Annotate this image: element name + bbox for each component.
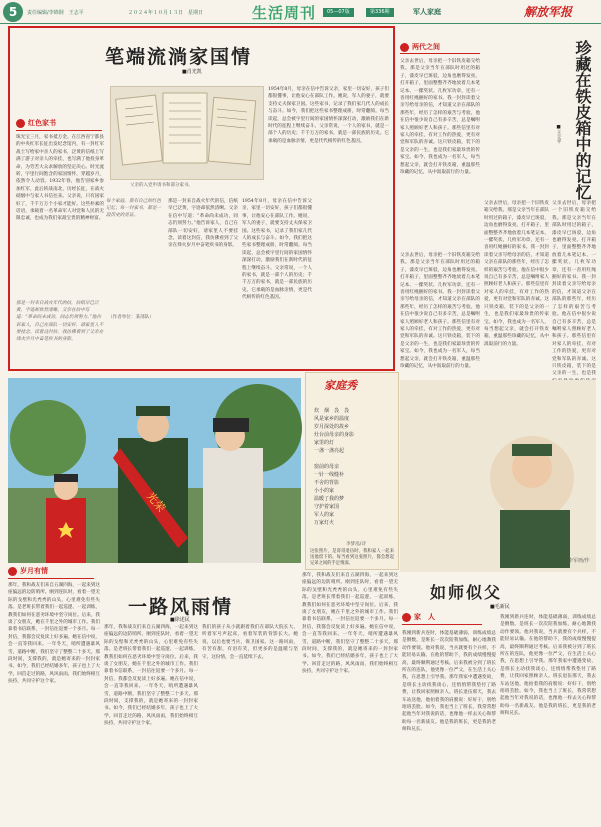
article3-body-col4: 那年，我和战友们来自五湖四海，一起来到这座偏远的边防哨所。刚到连队时，看着一望无际的戈壁和光秃秃的山头，心里难免有些失落。是老班长带着我们一起巡逻、一起训练，教我们如何在恶劣环境中坚守岗位。后来，我谈了女朋友，她在千里之外的城市工作。我们靠着书信联系，一封信往返要一个多月。每一封信，我都会反复读上好多遍。她在信中说，会一直等我回来。一年冬天，哨所遭遇暴风雪，道路中断，我们坚守了整整二十多天。那段时间，支撑我的，就是她寄来的一封封家书。如今，我们已经结婚多年，孩子也上了大学。回首走过的路，风风雨雨，我们始终相互扶持，共同守护这个家。 <box>302 573 398 675</box>
portrait-illustration <box>400 380 596 572</box>
poem-line: 家里的灯 <box>314 440 335 446</box>
column-name: 军人家庭 <box>413 8 441 16</box>
poem-line: 温暖了我的梦 <box>314 496 345 502</box>
article3-body-col1: 那年，我和战友们来自五湖四海，一起来到这座偏远的边防哨所。刚到连队时，看着一望无际的戈壁和光秃秃的山头，心里难免有些失落。是老班长带着我们一起巡逻、一起训练，教我们如何在恶劣环境中坚守岗位。后来，我谈了女朋友，她在千里之外的城市工作。我们靠着书信联系，一封信往返要一个多月。每一封信，我都会反复读上好多遍。她在信中说，会一直等我回来。一年冬天，哨所遭遇暴风雪，道路中断，我们坚守了整整二十多天。那段时间，支撑我的，就是她寄来的一封封家书。如今，我们已经结婚多年，孩子也上了大学。回首走过的路，风风雨雨，我们始终相互扶持，共同守护这个家。 <box>8 583 100 685</box>
article-body-col3: 那是一封来自战火年代的信，信纸早已泛黄，字迹却依然清晰。父亲在信中写道：“革命尚未成功，同志仍须努力。”他告诉家人，自己在部队一切安好，请家里人不要挂念。读着这封信，我仿佛看到了父亲在烽火岁月中奋笔疾书的身影。 <box>168 199 238 249</box>
poem-line: 万家灯火 <box>314 520 335 526</box>
article4-body-col2: 我刚到新兵连时，体能基础薄弱，训练成绩总是倒数。是班长一次次陪我加练，耐心地教我动作要领。他对我说，当兵就要有个兵样，不能轻易认输。在他的帮助下，我的成绩慢慢提高，最终顺利通过考核。后来我被分到了班长所在的连队，他更像一位严父，在生活上关心我，在思想上引导我。那年我家中遭遇变故，是班长主动找我谈心，还悄悄帮我垫付了路费，让我回家照顾亲人。班长退伍那天，我去车站送他，他拍着我的肩膀说：好好干，别给咱班丢脸。如今，我也当上了班长，我常常想起他当年对我说的话，也像他一样去关心和帮助每一名新战友。他是我的班长，更是我的老师和兄长。 <box>500 615 596 717</box>
author-signature: （作者单位：某部队） <box>108 315 154 320</box>
article-body-col1: 珠光宝三月，家书抵万金。在江西省宁都县的中央红军长征出发纪念馆内，有一封红军战士写给家中亲人的家书，泛黄的信纸上写满了游子对亲人的牵挂，也写满了他投身革命、为劳苦大众求解放的坚定决心。时光流转，字里行间饱含的家国情怀，穿越岁月，依然令人动容。1932年春，他告别家乡参加红军，此后转战南北，历经长征，在战火硝烟中与家人书信往来。父亲说，只有国家好了，千千万万个小家才能好。这些朴素的话语，承载着一名革命军人对党和人民的无限忠诚，也成为我们家最宝贵的精神财富。 <box>16 135 104 222</box>
portrait-svg <box>400 380 596 572</box>
issue-date: ２０２４年１０月１３日 星期日 <box>128 10 204 16</box>
kicker-rule <box>8 578 94 579</box>
article4-body-col1: 我刚到新兵连时，体能基础薄弱，训练成绩总是倒数。是班长一次次陪我加练，耐心地教我动作要领。他对我说，当兵就要有个兵样，不能轻易认输。在他的帮助下，我的成绩慢慢提高，最终顺利通过考核。后来我被分到了班长所在的连队，他更像一位严父，在生活上关心我，在思想上引导我。那年我家中遭遇变故，是班长主动找我谈心，还悄悄帮我垫付了路费，让我回家照顾亲人。班长退伍那天，我去车站送他，他拍着我的肩膀说：好好干，别给咱班丢脸。如今，我也当上了班长，我常常想起他当年对我说的话，也像他一样去关心和帮助每一名新战友。他是我的班长，更是我的老师和兄长。 <box>402 631 496 733</box>
sidebar-quote: 每个家庭，都有自己的红色记忆；每一封家书，都是一段历史的见证。 <box>106 199 162 219</box>
letters-photo <box>110 86 264 180</box>
editors-line: 责任编辑/李锦钢 王志平 <box>27 10 84 16</box>
poem-line <box>314 455 392 463</box>
article2-body-col3: 父亲去世后，母亲把一个旧铁皮箱交给我。那是父亲当年在部队时用过的箱子，漆皮早已斑驳，边角也磨得发亮。打开箱子，里面整整齐齐地放着几本笔记本、一摞奖状、几枚军功章，还有一沓用红绳捆好的家书。我一封封读着父亲写给母亲的信，才知道父亲在部队的那些年，经历了怎样的艰苦与考验。他在信中很少说自己有多辛苦，总是嘱咐家人照顾好老人和孩子。那些信里有对家人的牵挂，有对工作的热爱，更有对党和军队的赤诚。这只铁皮箱，装下的是父亲的一生，也是我们家最珍贵的传家宝。如今，我也成为一名军人，每当想起父亲，就会打开铁皮箱，重温那些珍藏的记忆，从中汲取前行的力量。 <box>484 201 549 347</box>
poem-line: 小小的家 <box>314 488 335 494</box>
column-kicker <box>16 118 56 128</box>
article2-byline: ■王立平 <box>556 125 561 144</box>
kicker-rule <box>16 130 102 131</box>
poem-line: 炊 烟 袅 袅 <box>314 408 350 414</box>
kicker-rule <box>400 53 480 54</box>
article2-kicker <box>400 42 440 52</box>
poem-line: 风是家乡的温度 <box>314 416 350 422</box>
photo-caption: 这张照片，是哥哥退伍时，我和家人一起来送他留下的。每当看到这张照片，都会想起兄弟之间的手足情深。 <box>310 549 394 566</box>
photo-caption: 父亲的入党申请书和部分家书。 <box>130 183 193 188</box>
family-photo <box>8 378 301 563</box>
article-body-italic: 那是一封来自战火年代的信，信纸早已泛黄，字迹却依然清晰。父亲在信中写道：“革命尚未成功，同志仍须努力。”他告诉家人，自己在部队一切安好，请家里人不要挂念。读着这封信，我仿佛看到了父亲在烽火岁月中奋笔疾书的身影。 <box>16 301 104 343</box>
poem-body <box>314 407 392 527</box>
article-title: 笔端流淌家国情 <box>105 46 253 68</box>
section-title: 生活周刊 <box>252 4 317 22</box>
article3-title: 一路风雨情 <box>128 596 234 618</box>
article2-body-col1: 父亲去世后，母亲把一个旧铁皮箱交给我。那是父亲当年在部队时用过的箱子，漆皮早已斑驳，边角也磨得发亮。打开箱子，里面整整齐齐地放着几本笔记本、一摞奖状、几枚军功章，还有一沓用红绳捆好的家书。我一封封读着父亲写给母亲的信，才知道父亲在部队的那些年，经历了怎样的艰苦与考验。他在信中很少说自己有多辛苦，总是嘱咐家人照顾好老人和孩子。那些信里有对家人的牵挂，有对工作的热爱，更有对党和军队的赤诚。这只铁皮箱，装下的是父亲的一生，也是我们家最珍贵的传家宝。如今，我也成为一名军人，每当想起父亲，就会打开铁皮箱，重温那些珍藏的记忆，从中汲取前行的力量。 <box>400 59 480 176</box>
issue-number: 第336期 <box>366 8 394 17</box>
page-header <box>0 0 601 24</box>
article4-kicker <box>402 612 435 622</box>
kicker-label: 家 人 <box>414 613 435 621</box>
poem-line: 军人的家 <box>314 512 335 518</box>
kicker-label: 红色家书 <box>28 119 56 127</box>
kicker-label: 两代之间 <box>412 43 440 51</box>
poem-line: 一针一线缝补 <box>314 472 345 478</box>
poem-line: 灶台前母亲的身影 <box>314 432 355 438</box>
poem-box <box>305 372 399 570</box>
article2-body-col2: 父亲去世后，母亲把一个旧铁皮箱交给我。那是父亲当年在部队时用过的箱子，漆皮早已斑驳，边角也磨得发亮。打开箱子，里面整整齐齐地放着几本笔记本、一摞奖状、几枚军功章，还有一沓用红绳捆好的家书。我一封封读着父亲写给母亲的信，才知道父亲在部队的那些年，经历了怎样的艰苦与考验。他在信中很少说自己有多辛苦，总是嘱咐家人照顾好老人和孩子。那些信里有对家人的牵挂，有对工作的热爱，更有对党和军队的赤诚。这只铁皮箱，装下的是父亲的一生，也是我们家最珍贵的传家宝。如今，我也成为一名军人，每当想起父亲，就会打开铁皮箱，重温那些珍藏的记忆，从中汲取前行的力量。 <box>400 253 480 370</box>
article-byline: ■肖光凯 <box>182 69 202 75</box>
poem-line: 不舍的背影 <box>314 480 340 486</box>
article-body-col5: 1954年8月，母亲在信中告诉父亲，家里一切安好，孩子们都很懂事，让他安心在部队工作。她说，军人的妻子，就要支持丈夫保家卫国。这些家书，记录了我们家几代人的成长与奋斗。如今，我们把这些家书整理成册，时常翻阅。每当读起，总会被字里行间的家国情怀深深打动，激励我们在新时代的征程上继续奋斗。父亲常说，一个人的家书，就是一部个人的历史；千千万万的家书，就是一部民族的历史。它承载的是血脉亲情，更是代代相传的红色基因。 <box>268 87 389 144</box>
issue-weeks: 05—07版 <box>323 8 354 17</box>
svg-text:光荣: 光荣 <box>143 489 168 515</box>
kicker-dot-icon <box>402 613 411 622</box>
poem-line: 守护着家国 <box>314 504 340 510</box>
masthead-logo: 解放军报 <box>524 5 573 19</box>
kicker-label: 岁月有情 <box>20 567 48 575</box>
article4-title: 如师似父 <box>430 583 503 602</box>
article3-body-col2: 那年，我和战友们来自五湖四海，一起来到这座偏远的边防哨所。刚到连队时，看着一望无际的戈壁和光秃秃的山头，心里难免有些失落。是老班长带着我们一起巡逻、一起训练，教我们如何在恶劣环境中坚守岗位。后来，我谈了女朋友，她在千里之外的城市工作。我们靠着书信联系，一封信往返要一个多月。每一封信，我都会反复读上好多遍。她在信中说，会一直等我回来。一年冬天，哨所遭遇暴风雪，道路中断，我们坚守了整整二十多天。那段时间，支撑我的，就是她寄来的一封封家书。如今，我们已经结婚多年，孩子也上了大学。回首走过的路，风风雨雨，我们始终相互扶持，共同守护这个家。 <box>104 625 198 727</box>
article4-byline: ■毛新民 <box>490 604 510 610</box>
poem-author: 李梦泓/诗 <box>346 542 366 547</box>
poem-line: 一盏一盏亮起 <box>314 448 345 454</box>
poem-kicker: 家庭秀 <box>324 379 357 392</box>
kicker-dot-icon <box>8 567 17 576</box>
family-photo-illustration <box>8 378 301 563</box>
featured-article-box <box>8 26 395 371</box>
article2-title: 珍藏在铁皮箱中的记忆 <box>573 40 592 200</box>
letters-illustration <box>111 87 263 179</box>
article3-kicker <box>8 566 48 576</box>
article3-body-col3: 我们的孩子从小就跟着我们在部队大院长大，听着军号声起床，看着军装的背影长大。她说，以后也要当兵，保卫国家。这一路风雨，有苦有甜，有泪有笑，但更多的是温暖与坚守。这份情，会一直延续下去。 <box>202 625 298 660</box>
article2-body-col4: 父亲去世后，母亲把一个旧铁皮箱交给我。那是父亲当年在部队时用过的箱子，漆皮早已斑驳，边角也磨得发亮。打开箱子，里面整整齐齐地放着几本笔记本、一摞奖状、几枚军功章，还有一沓用红绳捆好的家书。我一封封读着父亲写给母亲的信，才知道父亲在部队的那些年，经历了怎样的艰苦与考验。他在信中很少说自己有多辛苦，总是嘱咐家人照顾好老人和孩子。那些信里有对家人的牵挂，有对工作的热爱，更有对党和军队的赤诚。这只铁皮箱，装下的是父亲的一生，也是我 <box>552 201 596 377</box>
page-number: 5 <box>3 2 23 22</box>
poem-line: 窗前的母亲 <box>314 464 340 470</box>
poem-line: 岁月深处的故乡 <box>314 424 350 430</box>
kicker-dot-icon <box>400 43 409 52</box>
header-rule <box>0 23 601 24</box>
kicker-dot-icon <box>16 119 25 128</box>
article-body-col4: 1954年8月，母亲在信中告诉父亲，家里一切安好，孩子们都很懂事，让他安心在部队工作。她说，军人的妻子，就要支持丈夫保家卫国。这些家书，记录了我们家几代人的成长与奋斗。如今，我们把这些家书整理成册，时常翻阅。每当读起，总会被字里行间的家国情怀深深打动，激励我们在新时代的征程上继续奋斗。父亲常说，一个人的家书，就是一部个人的历史；千千万万的家书，就是一部民族的历史。它承载的是血脉亲情，更是代代相传的红色基因。 <box>242 199 312 301</box>
kicker-rule <box>402 624 482 625</box>
article3-byline: ■徐述民 <box>170 617 190 623</box>
svg-text:李军画/作: 李军画/作 <box>568 558 590 564</box>
